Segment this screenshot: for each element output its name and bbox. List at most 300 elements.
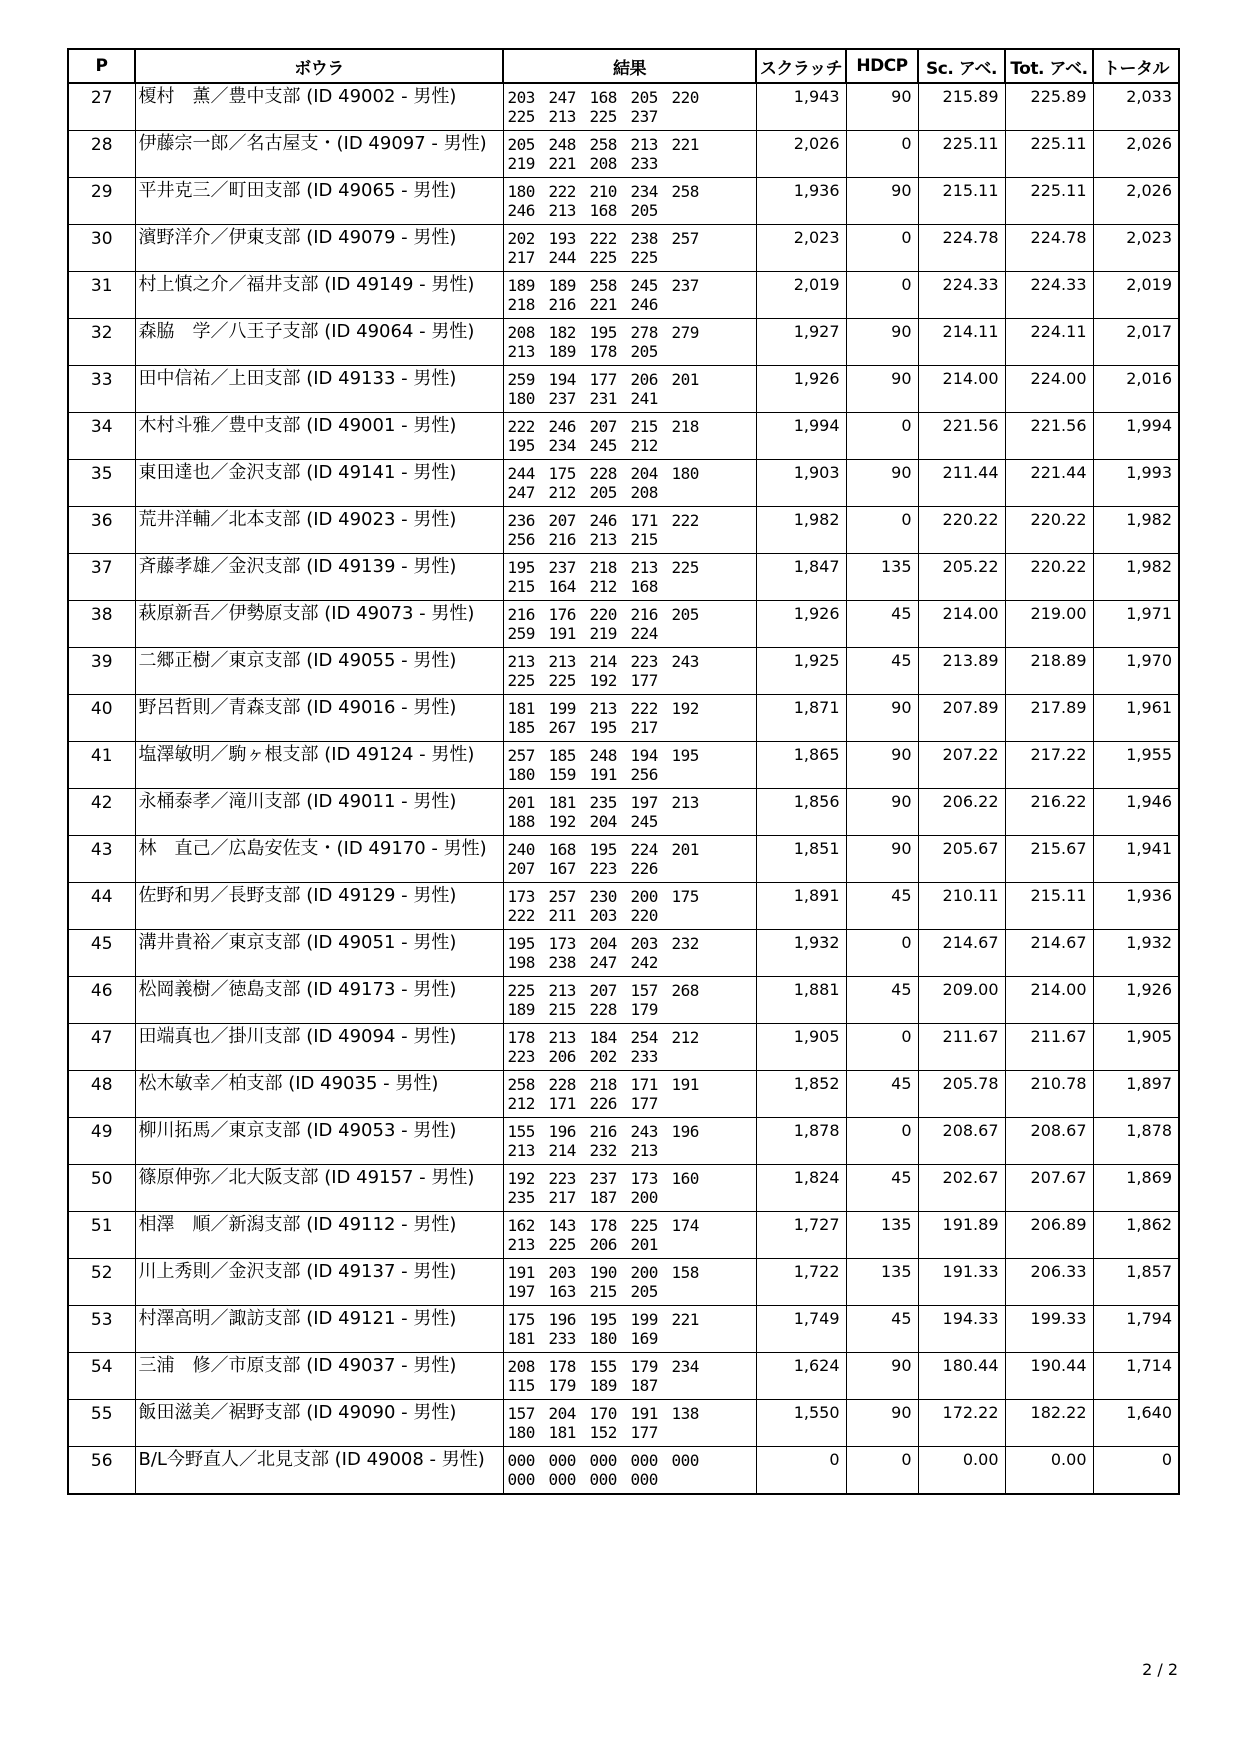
game-score: 218 [589,1075,617,1094]
game-score: 232 [671,934,699,953]
game-score: 213 [507,342,535,361]
total-cell: 1,982 [1093,554,1179,601]
total-cell: 2,016 [1093,366,1179,413]
scratch-average-cell: 215.11 [918,178,1005,225]
scratch-average-cell: 191.89 [918,1212,1005,1259]
game-score: 214 [548,1141,576,1160]
total-average-cell: 220.22 [1005,507,1093,554]
game-score: 196 [548,1122,576,1141]
results-cell [503,225,756,272]
total-average-cell: 190.44 [1005,1353,1093,1400]
game-score: 213 [548,107,576,126]
game-score: 198 [507,953,535,972]
table-row [68,1447,1179,1495]
game-score: 223 [589,859,617,878]
game-score: 244 [548,248,576,267]
game-scores [508,887,720,925]
game-score: 278 [630,323,658,342]
game-score: 210 [589,182,617,201]
game-score: 201 [507,793,535,812]
total-average-cell: 217.22 [1005,742,1093,789]
bowler-cell: 斉藤孝雄／金沢支部 (ID 49139 - 男性) [135,554,503,601]
scratch-average-cell: 0.00 [918,1447,1005,1495]
game-score: 248 [589,746,617,765]
game-scores [508,1122,720,1160]
game-score: 237 [548,389,576,408]
total-cell: 1,982 [1093,507,1179,554]
total-average-cell: 218.89 [1005,648,1093,695]
game-score: 213 [671,793,699,812]
game-score: 173 [548,934,576,953]
results-cell [503,601,756,648]
game-score: 213 [630,135,658,154]
game-score: 247 [548,88,576,107]
table-row [68,1259,1179,1306]
game-score: 178 [589,342,617,361]
total-average-cell: 225.11 [1005,178,1093,225]
game-score: 000 [507,1451,535,1470]
game-score: 000 [630,1470,658,1489]
game-score: 168 [589,201,617,220]
total-average-cell: 182.22 [1005,1400,1093,1447]
game-score: 246 [507,201,535,220]
total-cell: 2,026 [1093,131,1179,178]
total-cell: 1,955 [1093,742,1179,789]
scratch-cell: 1,550 [756,1400,846,1447]
game-score: 246 [548,417,576,436]
game-score: 180 [507,182,535,201]
position-cell: 40 [68,695,135,742]
scratch-cell: 1,994 [756,413,846,460]
game-score: 181 [507,699,535,718]
hdcp-cell: 0 [846,1447,918,1495]
game-scores [508,1310,720,1348]
total-average-cell: 220.22 [1005,554,1093,601]
hdcp-cell: 45 [846,601,918,648]
game-score: 202 [589,1047,617,1066]
results-cell [503,1259,756,1306]
game-score: 214 [589,652,617,671]
game-score: 189 [507,276,535,295]
game-score: 222 [507,906,535,925]
game-scores [508,1451,720,1489]
bowler-cell: 林 直己／広島安佐支・(ID 49170 - 男性) [135,836,503,883]
scratch-average-cell: 194.33 [918,1306,1005,1353]
game-score: 180 [589,1329,617,1348]
game-scores [508,511,720,549]
total-average-cell: 208.67 [1005,1118,1093,1165]
table-row [68,1400,1179,1447]
total-average-cell: 221.44 [1005,460,1093,507]
game-score: 215 [507,577,535,596]
table-row [68,131,1179,178]
game-score: 173 [507,887,535,906]
scratch-cell: 1,926 [756,601,846,648]
results-cell [503,742,756,789]
game-score: 194 [548,370,576,389]
game-score: 177 [630,1423,658,1442]
game-score: 174 [671,1216,699,1235]
position-cell: 37 [68,554,135,601]
results-cell [503,977,756,1024]
game-score: 242 [630,953,658,972]
total-average-cell: 0.00 [1005,1447,1093,1495]
game-score: 221 [548,154,576,173]
game-score: 192 [507,1169,535,1188]
total-cell: 1,869 [1093,1165,1179,1212]
game-score: 157 [630,981,658,1000]
scratch-cell: 1,878 [756,1118,846,1165]
total-average-cell: 224.11 [1005,319,1093,366]
total-average-cell: 199.33 [1005,1306,1093,1353]
game-scores [508,840,720,878]
game-score: 220 [671,88,699,107]
scratch-cell: 1,932 [756,930,846,977]
game-score: 189 [589,1376,617,1395]
bowler-cell: 篠原伸弥／北大阪支部 (ID 49157 - 男性) [135,1165,503,1212]
total-cell: 1,993 [1093,460,1179,507]
game-score: 175 [548,464,576,483]
scratch-cell: 1,891 [756,883,846,930]
position-cell: 28 [68,131,135,178]
scratch-average-cell: 205.22 [918,554,1005,601]
game-score: 205 [589,483,617,502]
game-score: 207 [589,981,617,1000]
game-scores [508,793,720,831]
game-score: 216 [548,530,576,549]
header-results: 結果 [503,49,756,83]
game-score: 237 [671,276,699,295]
scratch-cell: 1,905 [756,1024,846,1071]
game-score: 223 [548,1169,576,1188]
game-score: 225 [507,107,535,126]
total-average-cell: 214.67 [1005,930,1093,977]
game-score: 256 [630,765,658,784]
position-cell: 35 [68,460,135,507]
game-score: 000 [671,1451,699,1470]
table-row [68,178,1179,225]
total-average-cell: 215.11 [1005,883,1093,930]
total-average-cell: 207.67 [1005,1165,1093,1212]
bowler-cell: 二郷正樹／東京支部 (ID 49055 - 男性) [135,648,503,695]
position-cell: 32 [68,319,135,366]
game-scores [508,1169,720,1207]
position-cell: 29 [68,178,135,225]
total-average-cell: 225.11 [1005,131,1093,178]
total-average-cell: 224.00 [1005,366,1093,413]
results-cell [503,366,756,413]
total-average-cell: 216.22 [1005,789,1093,836]
game-score: 171 [630,1075,658,1094]
game-score: 225 [507,981,535,1000]
game-score: 213 [548,981,576,1000]
game-score: 238 [548,953,576,972]
hdcp-cell: 90 [846,742,918,789]
scratch-cell: 1,926 [756,366,846,413]
game-score: 204 [589,934,617,953]
game-score: 246 [589,511,617,530]
game-score: 167 [548,859,576,878]
game-score: 189 [548,342,576,361]
game-score: 181 [507,1329,535,1348]
game-score: 208 [507,1357,535,1376]
results-cell [503,178,756,225]
hdcp-cell: 0 [846,225,918,272]
table-row [68,1306,1179,1353]
game-score: 215 [589,1282,617,1301]
header-total: トータル [1093,49,1179,83]
game-scores [508,370,720,408]
game-score: 181 [548,1423,576,1442]
game-score: 225 [630,1216,658,1235]
game-score: 212 [630,436,658,455]
game-score: 138 [671,1404,699,1423]
game-score: 162 [507,1216,535,1235]
game-score: 201 [671,840,699,859]
game-score: 235 [507,1188,535,1207]
game-score: 279 [671,323,699,342]
bowler-cell: 東田達也／金沢支部 (ID 49141 - 男性) [135,460,503,507]
scratch-cell: 1,624 [756,1353,846,1400]
bowler-cell: 松木敏幸／柏支部 (ID 49035 - 男性) [135,1071,503,1118]
results-cell [503,695,756,742]
bowler-cell: 溝井貴裕／東京支部 (ID 49051 - 男性) [135,930,503,977]
game-score: 219 [589,624,617,643]
game-score: 205 [630,342,658,361]
game-score: 213 [548,652,576,671]
position-cell: 55 [68,1400,135,1447]
game-score: 268 [671,981,699,1000]
game-score: 246 [630,295,658,314]
table-row [68,83,1179,131]
game-score: 202 [507,229,535,248]
total-average-cell: 224.78 [1005,225,1093,272]
position-cell: 33 [68,366,135,413]
position-cell: 50 [68,1165,135,1212]
game-score: 217 [548,1188,576,1207]
results-cell [503,1024,756,1071]
table-row [68,225,1179,272]
table-row [68,366,1179,413]
scratch-average-cell: 172.22 [918,1400,1005,1447]
results-cell [503,1118,756,1165]
game-score: 203 [630,934,658,953]
game-score: 180 [671,464,699,483]
game-scores [508,182,720,220]
hdcp-cell: 45 [846,1306,918,1353]
game-score: 213 [507,652,535,671]
game-score: 207 [548,511,576,530]
game-score: 208 [589,154,617,173]
hdcp-cell: 90 [846,789,918,836]
total-cell: 1,905 [1093,1024,1179,1071]
total-average-cell: 211.67 [1005,1024,1093,1071]
game-score: 191 [507,1263,535,1282]
position-cell: 52 [68,1259,135,1306]
total-cell: 2,019 [1093,272,1179,319]
scratch-average-cell: 210.11 [918,883,1005,930]
game-score: 185 [507,718,535,737]
position-cell: 42 [68,789,135,836]
hdcp-cell: 90 [846,460,918,507]
hdcp-cell: 90 [846,836,918,883]
scratch-cell: 1,936 [756,178,846,225]
total-cell: 2,023 [1093,225,1179,272]
game-score: 177 [589,370,617,389]
bowler-cell: 村上慎之介／福井支部 (ID 49149 - 男性) [135,272,503,319]
results-cell [503,413,756,460]
table-row [68,507,1179,554]
game-score: 222 [548,182,576,201]
scratch-cell: 1,881 [756,977,846,1024]
position-cell: 43 [68,836,135,883]
header-position: P [68,49,135,83]
game-score: 205 [630,88,658,107]
game-score: 247 [507,483,535,502]
game-score: 225 [507,671,535,690]
game-score: 187 [589,1188,617,1207]
total-cell: 1,640 [1093,1400,1179,1447]
table-row [68,1118,1179,1165]
scratch-average-cell: 225.11 [918,131,1005,178]
game-scores [508,1357,720,1395]
game-score: 225 [589,248,617,267]
game-score: 225 [630,248,658,267]
scratch-average-cell: 211.44 [918,460,1005,507]
game-score: 206 [589,1235,617,1254]
game-score: 212 [507,1094,535,1113]
game-score: 168 [630,577,658,596]
game-score: 203 [507,88,535,107]
game-score: 178 [548,1357,576,1376]
game-score: 244 [507,464,535,483]
game-score: 213 [630,558,658,577]
scratch-average-cell: 224.33 [918,272,1005,319]
game-score: 259 [507,624,535,643]
game-score: 212 [589,577,617,596]
game-score: 187 [630,1376,658,1395]
game-score: 237 [589,1169,617,1188]
position-cell: 53 [68,1306,135,1353]
table-row [68,272,1179,319]
total-cell: 1,794 [1093,1306,1179,1353]
game-score: 256 [507,530,535,549]
game-score: 155 [589,1357,617,1376]
game-score: 180 [507,765,535,784]
game-score: 217 [630,718,658,737]
game-score: 203 [548,1263,576,1282]
game-score: 175 [507,1310,535,1329]
header-bowler: ボウラ [135,49,503,83]
results-cell [503,930,756,977]
table-row [68,1353,1179,1400]
total-cell: 2,026 [1093,178,1179,225]
table-row [68,460,1179,507]
game-score: 203 [589,906,617,925]
results-cell [503,272,756,319]
hdcp-cell: 90 [846,319,918,366]
bowler-cell: 田端真也／掛川支部 (ID 49094 - 男性) [135,1024,503,1071]
page-number: 2 / 2 [1142,1660,1178,1679]
game-score: 258 [589,276,617,295]
game-score: 218 [589,558,617,577]
game-score: 177 [630,671,658,690]
table-row [68,648,1179,695]
hdcp-cell: 0 [846,131,918,178]
bowler-cell: 永桶泰孝／滝川支部 (ID 49011 - 男性) [135,789,503,836]
scratch-average-cell: 214.11 [918,319,1005,366]
game-score: 233 [548,1329,576,1348]
table-row [68,601,1179,648]
game-score: 191 [548,624,576,643]
game-score: 247 [589,953,617,972]
position-cell: 48 [68,1071,135,1118]
bowler-cell: B/L今野直人／北見支部 (ID 49008 - 男性) [135,1447,503,1495]
scratch-average-cell: 207.89 [918,695,1005,742]
standings-body [68,83,1179,1494]
table-row [68,319,1179,366]
game-score: 180 [507,389,535,408]
game-score: 179 [548,1376,576,1395]
bowler-cell: 濱野洋介／伊東支部 (ID 49079 - 男性) [135,225,503,272]
scratch-cell: 1,727 [756,1212,846,1259]
position-cell: 27 [68,83,135,131]
game-score: 224 [630,624,658,643]
game-scores [508,229,720,267]
hdcp-cell: 0 [846,1024,918,1071]
scratch-average-cell: 224.78 [918,225,1005,272]
scratch-average-cell: 191.33 [918,1259,1005,1306]
game-score: 257 [507,746,535,765]
total-cell: 1,961 [1093,695,1179,742]
game-score: 216 [589,1122,617,1141]
bowler-cell: 荒井洋輔／北本支部 (ID 49023 - 男性) [135,507,503,554]
game-scores [508,88,720,126]
total-average-cell: 210.78 [1005,1071,1093,1118]
game-score: 258 [589,135,617,154]
game-score: 169 [630,1329,658,1348]
position-cell: 34 [68,413,135,460]
game-scores [508,605,720,643]
results-cell [503,1212,756,1259]
game-score: 245 [630,276,658,295]
game-scores [508,558,720,596]
game-score: 000 [630,1451,658,1470]
hdcp-cell: 90 [846,83,918,131]
game-score: 213 [507,1235,535,1254]
results-cell [503,1165,756,1212]
results-cell [503,319,756,366]
game-score: 195 [589,1310,617,1329]
game-score: 223 [507,1047,535,1066]
game-scores [508,981,720,1019]
game-score: 195 [671,746,699,765]
table-row [68,789,1179,836]
scratch-average-cell: 205.67 [918,836,1005,883]
game-scores [508,323,720,361]
total-average-cell: 219.00 [1005,601,1093,648]
game-score: 208 [630,483,658,502]
game-score: 195 [507,436,535,455]
game-score: 228 [589,464,617,483]
game-score: 231 [589,389,617,408]
total-cell: 1,994 [1093,413,1179,460]
bowler-cell: 森脇 学／八王子支部 (ID 49064 - 男性) [135,319,503,366]
game-score: 220 [589,605,617,624]
game-score: 254 [630,1028,658,1047]
game-score: 180 [507,1423,535,1442]
position-cell: 38 [68,601,135,648]
